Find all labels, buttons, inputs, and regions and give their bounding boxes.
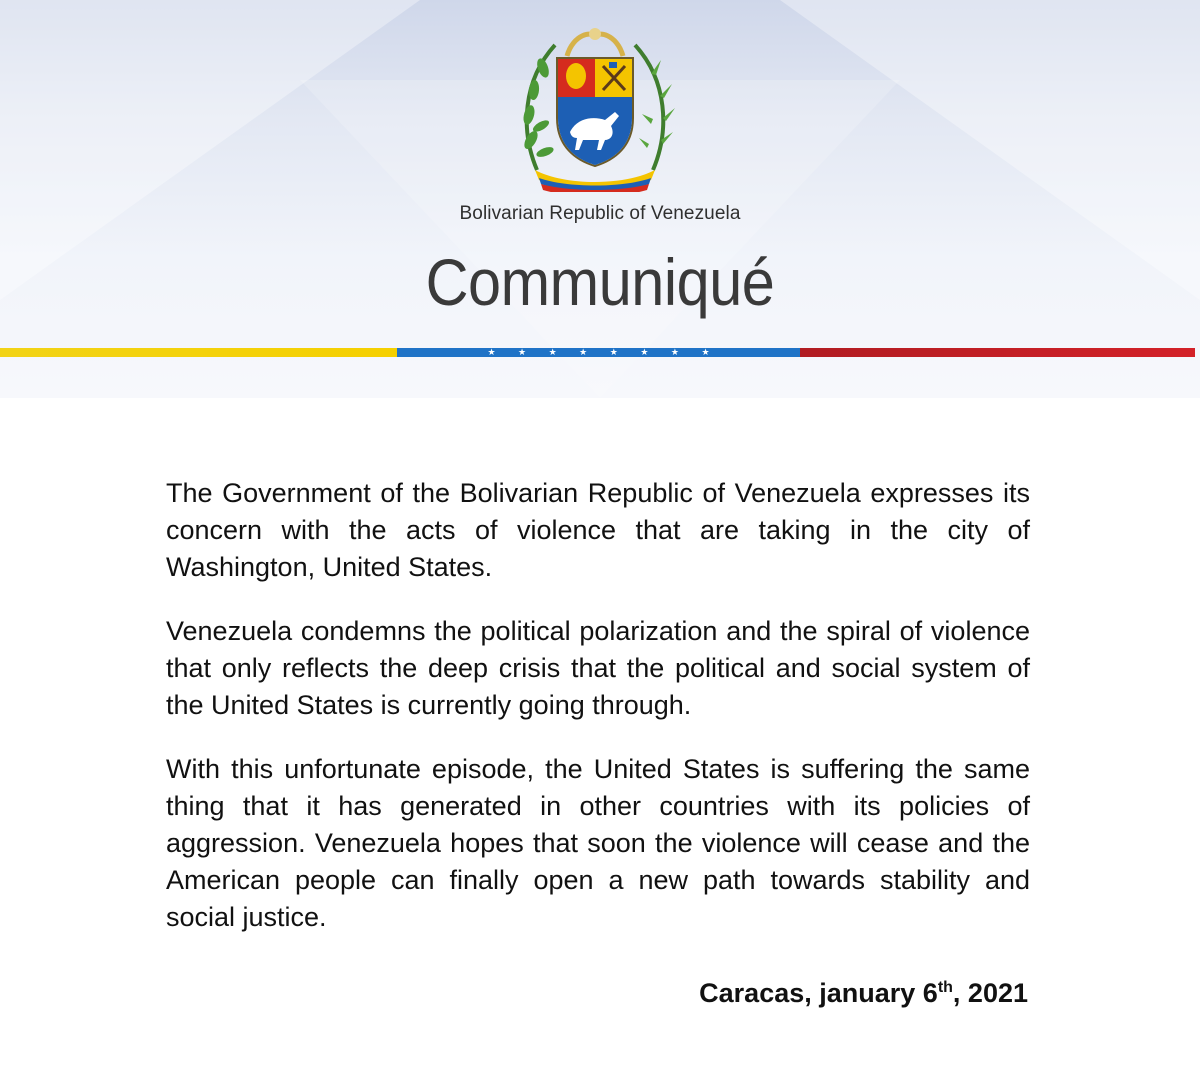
country-name: Bolivarian Republic of Venezuela (459, 203, 741, 224)
signature-place-date: Caracas, january 6 (699, 978, 938, 1008)
communique-body (166, 475, 1030, 963)
flag-stripe-red (800, 348, 1195, 357)
place-date-signature (699, 978, 1028, 1009)
flag-stripe-blue (397, 348, 800, 357)
paragraph-3: With this unfortunate episode, the United States is suffering the same thing that it has generated in other countries with its policies of aggression. Venezuela hopes that soon the violence will cease and the American people can finally open a new path towards stability and social justice. (166, 754, 1030, 932)
paragraph-2: Venezuela condemns the political polarization and the spiral of violence that only reflects the deep crisis that the political and social system of the United States is currently going through. (166, 616, 1030, 720)
document-title: Communiqué (425, 245, 775, 319)
flag-stripe (0, 348, 1195, 357)
header-banner (0, 0, 1200, 398)
coat-of-arms-icon (515, 20, 675, 192)
signature-year: , 2021 (952, 978, 1028, 1008)
paragraph-1: The Government of the Bolivarian Republic of Venezuela expresses its concern with the acts of violence that are taking in the city of Washington, United States. (166, 478, 1030, 582)
stars-icon: ★ ★ ★ ★ ★ ★ ★ ★ (487, 347, 720, 357)
signature-ordinal: th (937, 979, 953, 996)
flag-stripe-yellow (0, 348, 397, 357)
